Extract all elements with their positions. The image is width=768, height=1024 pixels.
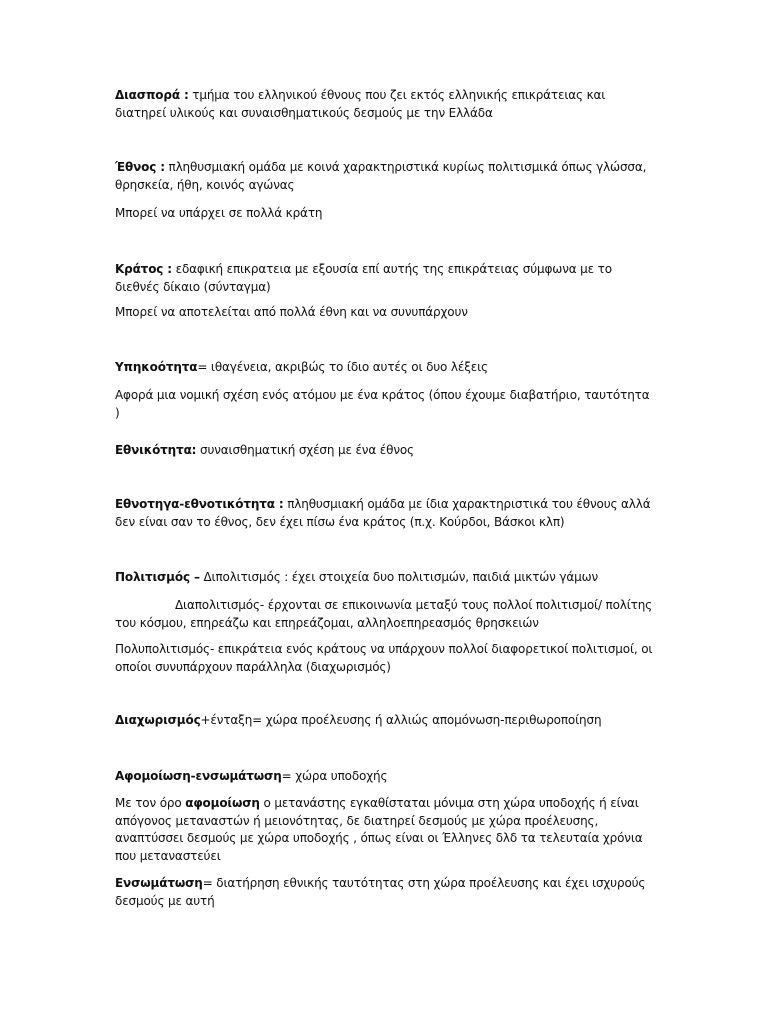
term-afomoiosi-ensomatosi: Αφομοίωση-ενσωμάτωση [115, 769, 282, 783]
paragraph-ypikootita-note [115, 387, 655, 422]
paragraph-kratos [115, 261, 655, 296]
term-ensomatosi: Ενσωμάτωση [115, 876, 203, 890]
paragraph-ethnotita [115, 496, 655, 531]
definition-kratos: εδαφική επικρατεια με εξουσία επί αυτής της επικράτειας σύμφωνα με το διεθνές δίκαιο (σύνταγμα) [115, 262, 612, 294]
definition-diaxorismos: +ένταξη= χώρα προέλευσης ή αλλιώς απομόνωση-περιθωροποίηση [200, 713, 602, 727]
paragraph-ypikootita [115, 359, 655, 377]
term-diaxorismos: Διαχωρισμός [115, 713, 201, 727]
term-kratos: Κράτος : [115, 262, 172, 276]
note-afomoiosi-prefix: Με τον όρο [115, 796, 186, 810]
definition-diapolitismos: Διαπολιτισμός- έρχονται σε επικοινωνία μεταξύ τους πολλοί πολιτισμοί/ πολίτης του κόσμου, επηρεάζω και επηρεάζομαι, αλληλοεπηρεασμός θρησκειών [115, 598, 653, 630]
term-ethnos: Έθνος : [115, 160, 165, 174]
note-ypikootita: Αφορά μια νομική σχέση ενός ατόμου με ένα κράτος (όπου έχουμε διαβατήριο, ταυτότητα ) [115, 388, 650, 420]
paragraph-ethnos-note [115, 205, 655, 223]
definition-ethnotita: πληθυσμιακή ομάδα με ίδια χαρακτηριστικά του έθνους αλλά δεν είναι σαν το έθνος, δεν έχει πίσω ένα κράτος (π.χ. Κούρδοι, Βάσκοι κλπ) [115, 497, 651, 529]
paragraph-ethnikotita [115, 442, 655, 460]
paragraph-politismos [115, 569, 655, 587]
term-politismos: Πολιτισμός – [115, 570, 200, 584]
paragraph-polypolitismos [115, 641, 655, 676]
paragraph-afomoiosi [115, 768, 655, 786]
term-ypikootita: Υπηκοότητα [115, 360, 198, 374]
note-ethnos: Μπορεί να υπάρχει σε πολλά κράτη [115, 206, 323, 220]
paragraph-ensomatosi [115, 875, 655, 910]
definition-ypikootita: = ιθαγένεια, ακριβώς το ίδιο αυτές οι δυο λέξεις [197, 360, 488, 374]
term-ethnotita: Εθνοτηγα-εθνοτικότητα : [115, 497, 284, 511]
paragraph-diaxorismos [115, 712, 655, 730]
paragraph-kratos-note [115, 304, 655, 322]
term-ethnikotita: Εθνικότητα: [115, 443, 197, 457]
note-kratos: Μπορεί να αποτελείται από πολλά έθνη και να συνυπάρχουν [115, 305, 468, 319]
definition-afomoiosi: ο μετανάστης εγκαθίσταται μόνιμα στη χώρα υποδοχής ή είναι απόγονος μεταναστών ή μειονότητας, δε διατηρεί δεσμούς με χώρα προέλευσης, αναπτύσσει δεσμούς με χώρα υποδοχής , όπως είναι οι Έλληνες δλδ τα τελευταία χρόνια που μεταναστεύει [115, 796, 643, 863]
definition-afomoiosi-ensomatosi: = χώρα υποδοχής [281, 769, 388, 783]
definition-polypolitismos: Πολυπολιτισμός- επικράτεια ενός κράτους να υπάρχουν πολλοί διαφορετικοί πολιτισμοί, οι οποίοι συνυπάρχουν παράλληλα (διαχωρισμός) [115, 642, 653, 674]
definition-ensomatosi: = διατήρηση εθνικής ταυτότητας στη χώρα προέλευσης και έχει ισχυρούς δεσμούς με αυτή [115, 876, 646, 908]
definition-ethnikotita: συναισθηματική σχέση με ένα έθνος [196, 443, 414, 457]
paragraph-ethnos [115, 159, 655, 194]
term-diaspora: Διασπορά : [115, 88, 189, 102]
paragraph-diapolitismos [115, 597, 655, 632]
definition-ethnos: πληθυσμιακή ομάδα με κοινά χαρακτηριστικά κυρίως πολιτισμικά όπως γλώσσα, θρησκεία, ήθη, κοινός αγώνας [115, 160, 647, 192]
definition-diaspora: τμήμα του ελληνικού έθνους που ζει εκτός ελληνικής επικράτειας και διατηρεί υλικούς και συναισθηματικούς δεσμούς με την Ελλάδα [115, 88, 606, 120]
paragraph-diaspora [115, 87, 655, 122]
term-afomoiosi: αφομοίωση [185, 796, 260, 810]
paragraph-afomoiosi-note [115, 795, 655, 865]
definition-dipolitismos: Διπολιτισμός : έχει στοιχεία δυο πολιτισμών, παιδιά μικτών γάμων [199, 570, 599, 584]
